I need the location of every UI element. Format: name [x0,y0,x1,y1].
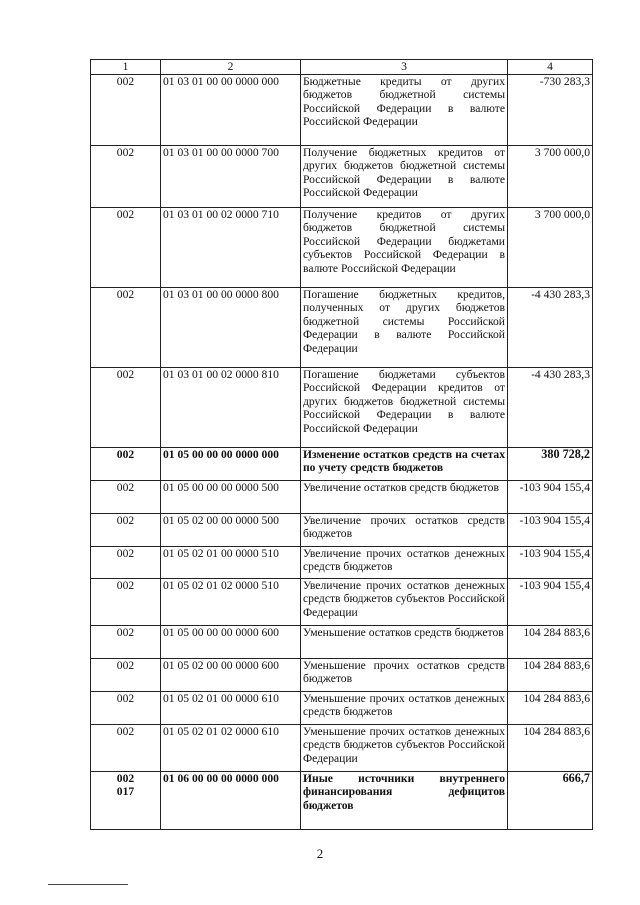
row-kbk-cell: 01 03 01 00 00 0000 000 [161,75,301,146]
row-description-cell: Увеличение остатков средств бюджетов [301,481,508,514]
row-amount-cell: -4 430 283,3 [508,368,593,448]
row-description-cell: Увеличение прочих остатков средств бюджетов [301,514,508,547]
row-kbk-cell: 01 05 02 00 00 0000 600 [161,659,301,692]
column-header-3: 3 [301,60,508,75]
table-row [91,659,593,692]
budget-sources-table [90,59,593,830]
row-amount-cell: 104 284 883,6 [508,626,593,659]
table-row [91,547,593,579]
row-kbk-cell: 01 05 02 01 02 0000 510 [161,579,301,626]
row-code-cell: 002 [91,448,161,481]
table-row [91,626,593,659]
table-header-row [91,60,593,75]
row-amount-cell: 380 728,2 [508,448,593,481]
row-description-cell: Уменьшение прочих остатков денежных средств бюджетов субъектов Российской Федерации [301,725,508,772]
row-kbk-cell: 01 05 02 01 00 0000 510 [161,547,301,579]
table-row [91,481,593,514]
footnote-rule [48,884,128,885]
table-row [91,208,593,288]
row-description-cell: Уменьшение прочих остатков средств бюджетов [301,659,508,692]
row-code-cell: 002 [91,514,161,547]
row-kbk-cell: 01 03 01 00 00 0000 700 [161,146,301,208]
row-description-cell: Погашение бюджетами субъектов Российской Федерации кредитов от других бюджетов бюджетной системы Российской Федерации в валюте Российской Федерации [301,368,508,448]
table-row [91,75,593,146]
row-kbk-cell: 01 05 02 00 00 0000 500 [161,514,301,547]
row-amount-cell: 3 700 000,0 [508,146,593,208]
row-description-cell: Увеличение прочих остатков денежных средств бюджетов субъектов Российской Федерации [301,579,508,626]
row-kbk-cell: 01 03 01 00 00 0000 800 [161,288,301,368]
table-row [91,579,593,626]
table-row [91,692,593,725]
row-code-cell: 002 [91,626,161,659]
row-kbk-cell: 01 03 01 00 02 0000 710 [161,208,301,288]
row-amount-cell: -103 904 155,4 [508,579,593,626]
row-code-cell: 002 [91,288,161,368]
row-code-cell: 002 [91,659,161,692]
row-amount-cell: 104 284 883,6 [508,725,593,772]
row-code-cell: 002 [91,481,161,514]
page-number: 2 [316,846,324,861]
row-code-cell: 002 [91,692,161,725]
row-description-cell: Получение бюджетных кредитов от других бюджетов бюджетной системы Российской Федерации в валюте Российской Федерации [301,146,508,208]
row-amount-cell: -103 904 155,4 [508,481,593,514]
row-code-cell: 002 [91,579,161,626]
row-kbk-cell: 01 05 00 00 00 0000 600 [161,626,301,659]
row-code-cell: 002 [91,547,161,579]
column-header-1: 1 [91,60,161,75]
row-kbk-cell: 01 03 01 00 02 0000 810 [161,368,301,448]
row-description-cell: Изменение остатков средств на счетах по учету средств бюджетов [301,448,508,481]
row-code-cell: 002 [91,146,161,208]
row-code-cell: 002 [91,368,161,448]
row-amount-cell: 104 284 883,6 [508,659,593,692]
row-amount-cell: 666,7 [508,772,593,830]
row-amount-cell: 104 284 883,6 [508,692,593,725]
row-kbk-cell: 01 06 00 00 00 0000 000 [161,772,301,830]
row-kbk-cell: 01 05 02 01 00 0000 610 [161,692,301,725]
row-code-cell: 002 [91,208,161,288]
row-amount-cell: 3 700 000,0 [508,208,593,288]
row-description-cell: Иные источники внутреннего финансирования дефицитов бюджетов [301,772,508,830]
column-header-4: 4 [508,60,593,75]
row-description-cell: Уменьшение остатков средств бюджетов [301,626,508,659]
row-code-cell: 002 017 [91,772,161,830]
table-row [91,146,593,208]
table-row [91,448,593,481]
row-code-cell: 002 [91,75,161,146]
table-row [91,514,593,547]
row-description-cell: Увеличение прочих остатков денежных средств бюджетов [301,547,508,579]
row-amount-cell: -103 904 155,4 [508,514,593,547]
table-row [91,288,593,368]
table-body [91,75,593,830]
row-kbk-cell: 01 05 00 00 00 0000 000 [161,448,301,481]
row-description-cell: Бюджетные кредиты от других бюджетов бюджетной системы Российской Федерации в валюте Российской Федерации [301,75,508,146]
row-kbk-cell: 01 05 02 01 02 0000 610 [161,725,301,772]
row-description-cell: Получение кредитов от других бюджетов бюджетной системы Российской Федерации бюджетами субъектов Российской Федерации в валюте Российской Федерации [301,208,508,288]
row-amount-cell: -103 904 155,4 [508,547,593,579]
row-amount-cell: -730 283,3 [508,75,593,146]
row-code-cell: 002 [91,725,161,772]
column-header-2: 2 [161,60,301,75]
row-kbk-cell: 01 05 00 00 00 0000 500 [161,481,301,514]
row-description-cell: Уменьшение прочих остатков денежных средств бюджетов [301,692,508,725]
row-description-cell: Погашение бюджетных кредитов, полученных от других бюджетов бюджетной системы Российской Федерации в валюте Российской Федерации [301,288,508,368]
row-amount-cell: -4 430 283,3 [508,288,593,368]
table-row [91,368,593,448]
table-row [91,772,593,830]
table-row [91,725,593,772]
